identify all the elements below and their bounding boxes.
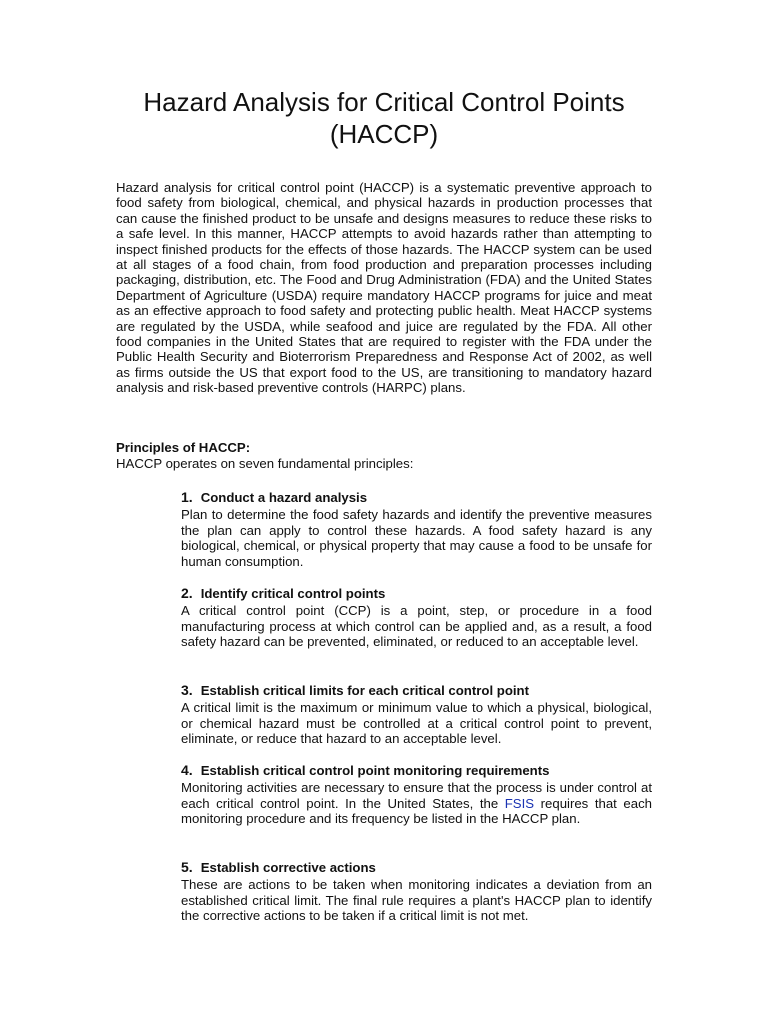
principle-title: Establish critical limits for each critical control point	[200, 683, 529, 698]
principle-number: 2.	[181, 585, 193, 601]
principle-number: 5.	[181, 859, 193, 875]
principle-number: 1.	[181, 489, 193, 505]
principle-title: Identify critical control points	[200, 586, 386, 601]
principle-2	[181, 585, 652, 650]
intro-paragraph: Hazard analysis for critical control point (HACCP) is a systematic preventive approach to food safety from biological, chemical, and physical hazards in production processes that can cause the finished product to be unsafe and designs measures to reduce these risks to a safe level. In this manner, HACCP attempts to avoid hazards rather than attempting to inspect finished products for the effects of those hazards. The HACCP system can be used at all stages of a food chain, from food production and preparation processes including packaging, distribution, etc. The Food and Drug Administration (FDA) and the United States Department of Agriculture (USDA) require mandatory HACCP programs for juice and meat as an effective approach to food safety and protecting public health. Meat HACCP systems are regulated by the USDA, while seafood and juice are regulated by the FDA. All other food companies in the United States that are required to register with the FDA under the Public Health Security and Bioterrorism Preparedness and Response Act of 2002, as well as firms outside the US that export food to the US, are transitioning to mandatory hazard analysis and risk-based preventive controls (HARPC) plans.	[116, 180, 652, 396]
principle-heading	[181, 489, 652, 506]
principle-body-text: requires that each monitoring procedure and its frequency be listed in the HACCP plan.	[181, 795, 652, 827]
principle-body: These are actions to be taken when monitoring indicates a deviation from an established critical limit. The final rule requires a plant's HACCP plan to identify the corrective actions to be taken if a critical limit is not met.	[181, 877, 652, 924]
principle-number: 3.	[181, 682, 193, 698]
principle-title: Establish critical control point monitoring requirements	[200, 763, 550, 778]
fsis-link[interactable]: FSIS	[504, 795, 535, 811]
principle-body: A critical limit is the maximum or minimum value to which a physical, biological, or chemical hazard must be controlled at a critical control point to prevent, eliminate, or reduce that hazard to an acceptable level.	[181, 700, 652, 747]
principle-heading	[181, 762, 652, 779]
principle-heading	[181, 585, 652, 602]
principles-intro: HACCP operates on seven fundamental principles:	[116, 456, 414, 471]
principle-4	[181, 762, 652, 827]
principle-body-text: Monitoring activities are necessary to ensure that the process is under control at each critical control point. In the United States, the	[181, 780, 652, 811]
principles-heading: Principles of HACCP:	[116, 440, 251, 455]
principle-title: Conduct a hazard analysis	[200, 490, 368, 505]
principle-heading	[181, 682, 652, 699]
principle-body: Plan to determine the food safety hazards and identify the preventive measures the plan can apply to control these hazards. A food safety hazard is any biological, chemical, or physical property that may cause a food to be unsafe for human consumption.	[181, 507, 652, 569]
principle-body: A critical control point (CCP) is a point, step, or procedure in a food manufacturing process at which control can be applied and, as a result, a food safety hazard can be prevented, eliminated, or reduced to an acceptable level.	[181, 603, 652, 650]
principle-body	[181, 780, 652, 827]
principle-1	[181, 489, 652, 569]
principle-number: 4.	[181, 762, 193, 778]
principle-heading	[181, 859, 652, 876]
page-title: Hazard Analysis for Critical Control Points (HACCP)	[143, 87, 625, 149]
principle-5	[181, 859, 652, 924]
principle-title: Establish corrective actions	[200, 860, 376, 875]
principle-3	[181, 682, 652, 747]
